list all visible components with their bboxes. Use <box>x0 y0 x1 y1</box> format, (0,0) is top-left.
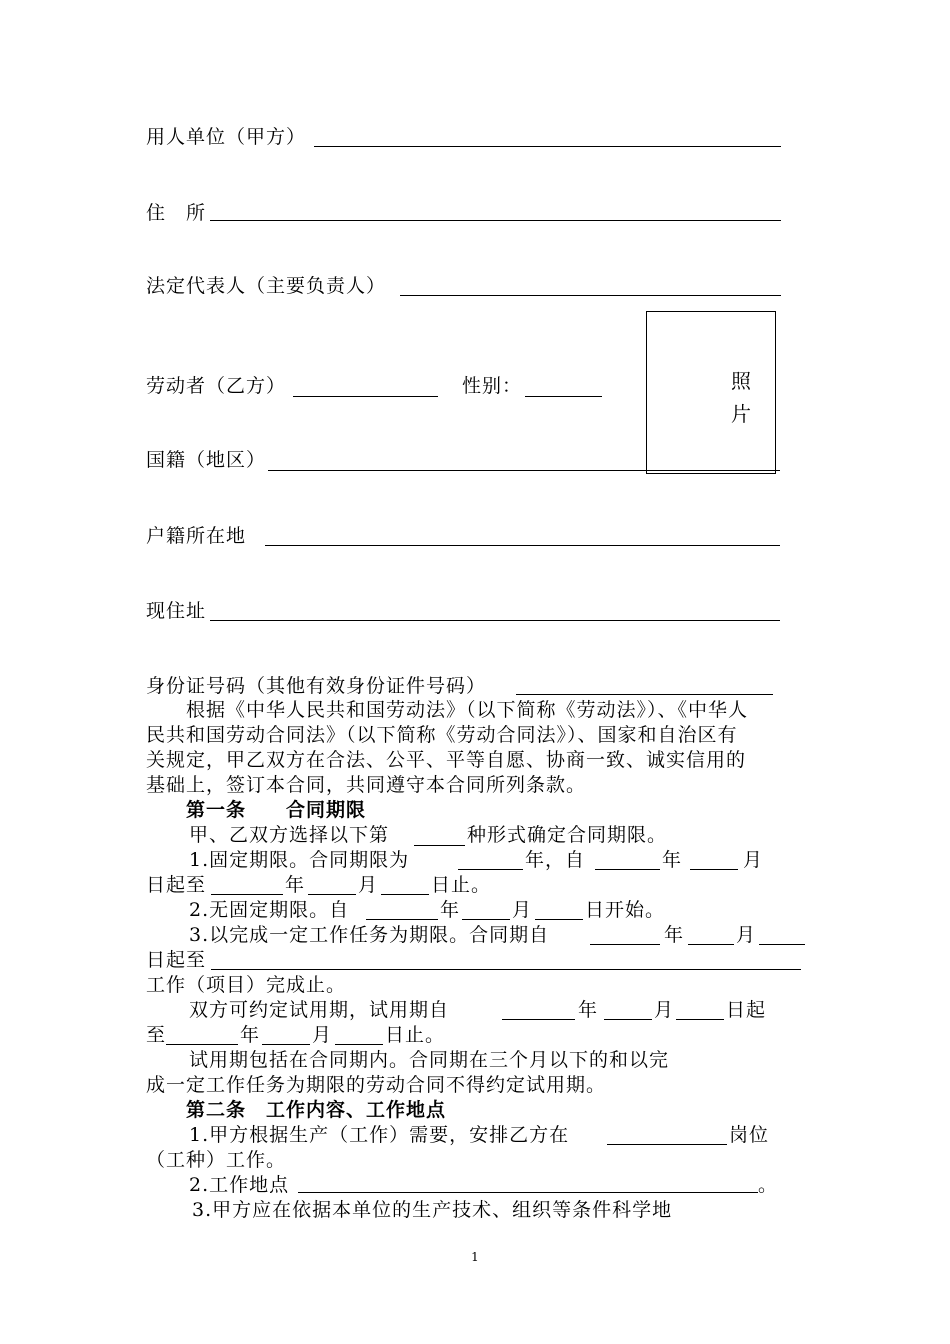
preamble-line: 根据《中华人民共和国劳动法》（以下简称《劳动法》）、《中华人 <box>186 699 749 721</box>
fixed-end-year-field[interactable] <box>211 894 283 895</box>
work-location-end: 。 <box>758 1174 779 1196</box>
id-number-field[interactable] <box>516 694 773 695</box>
article2-item1-text: 1.甲方根据生产（工作）需要，安排乙方在 <box>189 1124 570 1146</box>
trial-end-day-field[interactable] <box>335 1044 383 1045</box>
fixed-end-month-field[interactable] <box>308 894 356 895</box>
trial-note-line: 成一定工作任务为期限的劳动合同不得约定试用期。 <box>146 1074 607 1096</box>
id-number-label: 身份证号码（其他有效身份证件号码） <box>146 675 487 697</box>
residence-field[interactable] <box>210 220 781 221</box>
post-label: 岗位 <box>729 1124 770 1146</box>
task-year-label: 年 <box>664 924 685 946</box>
article1-title: 第一条 合同期限 <box>186 799 367 821</box>
gender-field[interactable] <box>525 396 602 397</box>
project-done-text: 工作（项目）完成止。 <box>146 974 347 996</box>
task-month-field[interactable] <box>688 944 734 945</box>
nationality-label: 国籍（地区） <box>146 449 267 471</box>
employer-field[interactable] <box>314 146 781 147</box>
trial-start-month-field[interactable] <box>604 1019 652 1020</box>
trial-end-year-label: 年 <box>240 1024 261 1046</box>
open-year-field[interactable] <box>366 919 438 920</box>
trial-start-day-label: 日起 <box>726 999 767 1021</box>
trial-note-line: 试用期包括在合同期内。合同期在三个月以下的和以完 <box>189 1049 670 1071</box>
current-address-label: 现住址 <box>146 600 207 622</box>
task-term-text: 3.以完成一定工作任务为期限。合同期自 <box>189 924 550 946</box>
household-label: 户籍所在地 <box>146 525 247 547</box>
fixed-years-field[interactable] <box>458 869 523 870</box>
preamble-line: 民共和国劳动合同法》（以下简称《劳动合同法》）、国家和自治区有 <box>146 724 738 746</box>
work-location-field[interactable] <box>298 1192 758 1193</box>
fixed-end-day-field[interactable] <box>381 894 429 895</box>
choose-text-b: 种形式确定合同期限。 <box>467 824 668 846</box>
trial-start-month-label: 月 <box>654 999 675 1021</box>
photo-box <box>646 311 776 474</box>
trial-start-day-field[interactable] <box>676 1019 724 1020</box>
task-year-field[interactable] <box>590 944 660 945</box>
nationality-field[interactable] <box>268 470 780 471</box>
task-day-field[interactable] <box>759 944 805 945</box>
open-month-field[interactable] <box>462 919 510 920</box>
article2-item1-cont: （工种）工作。 <box>146 1149 287 1171</box>
trial-to-label: 至 <box>146 1024 167 1046</box>
employer-label: 用人单位（甲方） <box>146 126 307 148</box>
choose-form-field[interactable] <box>414 845 465 846</box>
fixed-end-year-label: 年 <box>285 874 306 896</box>
page-number: 1 <box>471 1250 479 1264</box>
household-field[interactable] <box>265 545 780 546</box>
trial-start-year-label: 年 <box>578 999 599 1021</box>
fixed-term-text: 1.固定期限。合同期限为 <box>189 849 410 871</box>
open-year-label: 年 <box>440 899 461 921</box>
fixed-start-month-label: 月 <box>743 849 764 871</box>
article2-item3-text: 3.甲方应在依据本单位的生产技术、组织等条件科学地 <box>192 1199 673 1221</box>
photo-label-2: 片 <box>731 402 751 426</box>
trial-start-year-field[interactable] <box>502 1019 575 1020</box>
trial-text: 双方可约定试用期，试用期自 <box>189 999 450 1021</box>
choose-text-a: 甲、乙双方选择以下第 <box>189 824 390 846</box>
worker-field[interactable] <box>293 396 438 397</box>
trial-end-month-label: 月 <box>312 1024 333 1046</box>
task-day-label: 日起至 <box>146 949 207 971</box>
open-month-label: 月 <box>512 899 533 921</box>
fixed-day-start-label: 日起至 <box>146 874 207 896</box>
worker-label: 劳动者（乙方） <box>146 375 287 397</box>
open-term-text: 2.无固定期限。自 <box>189 899 350 921</box>
trial-end-year-field[interactable] <box>166 1044 238 1045</box>
fixed-end-month-label: 月 <box>358 874 379 896</box>
fixed-start-year-label: 年 <box>662 849 683 871</box>
fixed-start-year-field[interactable] <box>595 869 660 870</box>
photo-label-1: 照 <box>731 369 751 393</box>
open-day-label: 日开始。 <box>585 899 666 921</box>
trial-end-month-field[interactable] <box>262 1044 310 1045</box>
fixed-start-month-field[interactable] <box>690 869 738 870</box>
residence-label: 住 所 <box>146 202 207 224</box>
legal-rep-field[interactable] <box>400 295 781 296</box>
current-address-field[interactable] <box>210 620 780 621</box>
preamble-line: 基础上，签订本合同，共同遵守本合同所列条款。 <box>146 774 587 796</box>
fixed-end-day-label: 日止。 <box>431 874 492 896</box>
fixed-year-label: 年，自 <box>525 849 586 871</box>
task-project-field[interactable] <box>211 969 801 970</box>
open-day-field[interactable] <box>535 919 583 920</box>
task-month-label: 月 <box>736 924 757 946</box>
post-field[interactable] <box>607 1144 727 1145</box>
gender-label: 性别： <box>462 375 523 397</box>
article2-title: 第二条 工作内容、工作地点 <box>186 1099 447 1121</box>
legal-rep-label: 法定代表人（主要负责人） <box>146 275 387 297</box>
work-location-label: 2.工作地点 <box>189 1174 290 1196</box>
trial-end-day-label: 日止。 <box>385 1024 446 1046</box>
preamble-line: 关规定，甲乙双方在合法、公平、平等自愿、协商一致、诚实信用的 <box>146 749 747 771</box>
